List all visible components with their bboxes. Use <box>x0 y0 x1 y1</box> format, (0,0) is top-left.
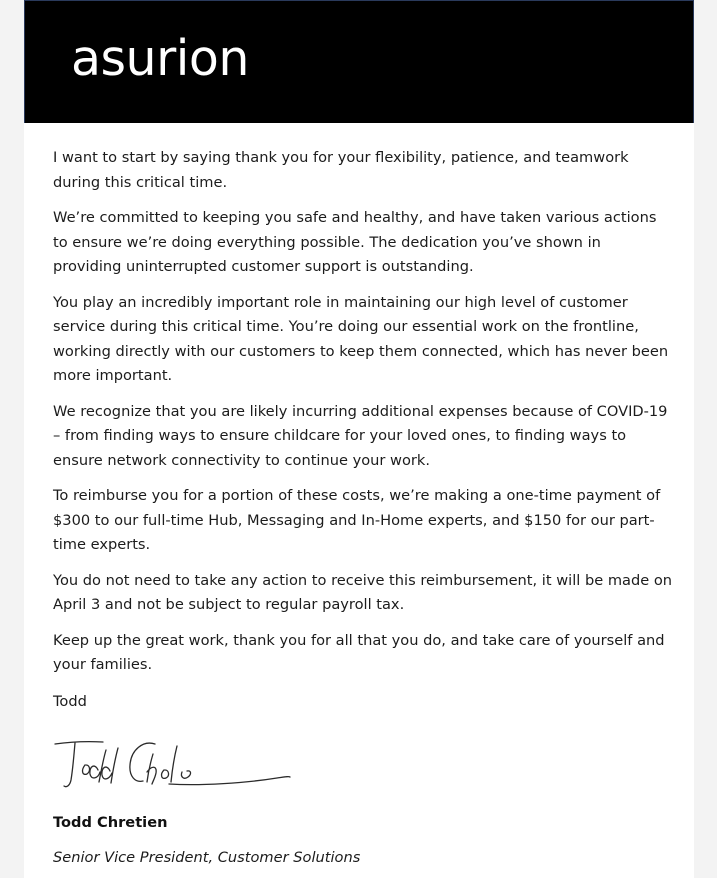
letter-paragraph-closing: Keep up the great work, thank you for all that you do, and take care of yourself and your families. <box>53 631 665 673</box>
letter-paragraph-expenses: We recognize that you are likely incurring additional expenses because of COVID-19 – from finding ways to ensure childcare for your loved ones, to finding ways to ensure network connectivity to continue your work. <box>53 402 668 469</box>
signer-name: Todd Chretien <box>53 814 168 831</box>
letter-paragraph-thank-you: I want to start by saying thank you for your flexibility, patience, and teamwork during this critical time. <box>53 149 629 191</box>
letter-paragraph-no-action: You do not need to take any action to receive this reimbursement, it will be made on April 3 and not be subject to regular payroll tax. <box>53 571 673 613</box>
handwritten-signature <box>51 732 291 796</box>
letter-paragraph-safety: We’re committed to keeping you safe and healthy, and have taken various actions to ensure we’re doing everything possible. The dedication you’ve shown in providing uninterrupted customer support is outstanding. <box>53 209 657 275</box>
letter-body <box>53 146 673 689</box>
asurion-logo: asurion <box>71 30 249 87</box>
email-header-banner <box>24 0 694 123</box>
sign-off: Todd <box>53 693 87 710</box>
letter-paragraph-payment: To reimburse you for a portion of these costs, we’re making a one-time payment of $300 to our full-time Hub, Messaging and In-Home experts, and $150 for our part-time experts. <box>53 487 661 553</box>
signer-title: Senior Vice President, Customer Solutions <box>53 849 361 866</box>
email-message <box>24 0 694 878</box>
letter-paragraph-role: You play an incredibly important role in maintaining our high level of customer service during this critical time. You’re doing our essential work on the frontline, working directly with our customers to keep them connected, which has never been more important. <box>53 293 669 384</box>
